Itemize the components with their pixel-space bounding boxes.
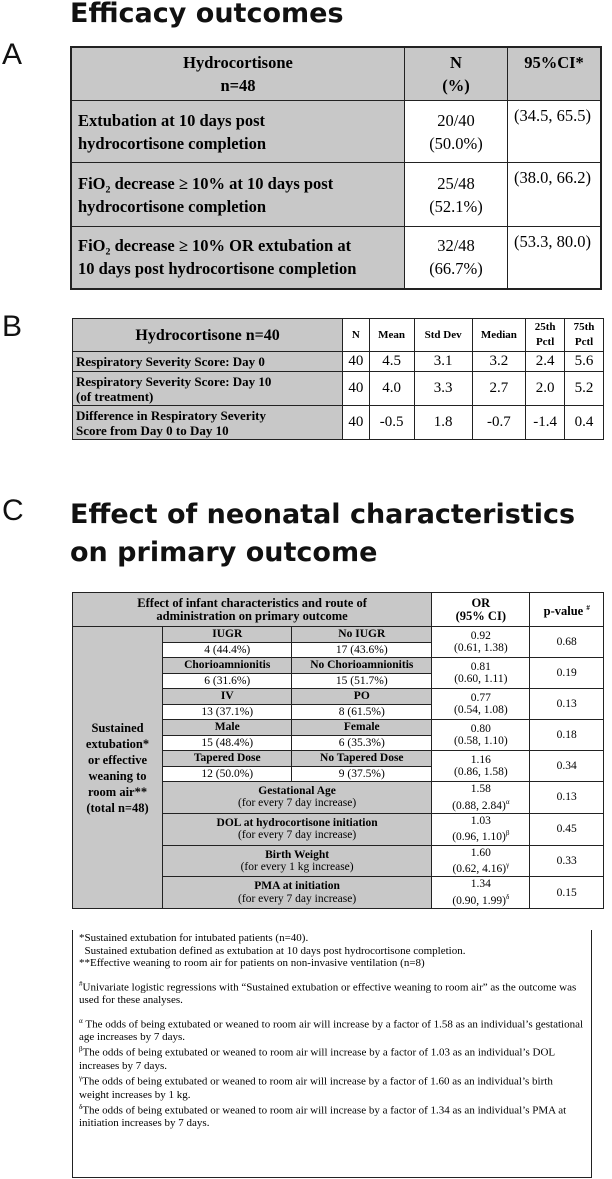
cell: 1.8 [414,406,472,440]
cell-value: 0.77 [470,691,491,704]
cell-value: 1.16 [470,753,491,766]
table-row [71,163,601,227]
footnote: **Effective weaning to room air for patients on non-invasive ventilation (n=8) [79,957,425,970]
cell: 2.7 [472,372,526,406]
cell [508,163,602,227]
cell-value: (0.96, 1.10) [452,831,506,844]
cell-value: (53.3, 80.0) [514,232,591,251]
cell-value: 0.80 [470,722,491,735]
cell [432,845,530,877]
header-text: Pctl [535,336,555,348]
cell: 40 [343,352,369,372]
panel-letter-a: A [2,38,23,71]
cell [432,813,530,845]
side-text: Sustained [91,720,144,735]
cell-label: Birth Weight [265,848,330,861]
footnote-text: The odds of being extubated or weaned to room air will increase by a factor of 1.34 as an individual’s PMA at initiation increases by 7 days. [79,1104,567,1130]
cell-value: (0.58, 1.10) [453,735,508,747]
table-neonatal-characteristics [72,592,604,909]
cell: 12 (50.0%) [163,766,292,782]
header-text: 95%CI* [524,53,584,72]
cell: 0.19 [530,658,604,689]
cell: 15 (48.4%) [163,735,292,751]
cell-sub: (for every 7 day increase) [238,829,357,842]
row-label-text: hydrocortisone completion [78,133,267,153]
header-text: (%) [442,76,470,95]
cell [432,658,530,689]
header-cell [71,47,405,101]
cell-value: 32/48 [437,236,475,256]
header-text: OR [471,596,491,610]
cell: Tapered Dose [163,751,292,767]
cell-sup: δ [506,892,510,901]
side-text: extubation* [85,736,150,751]
header-text: Hydrocortisone n=40 [135,326,280,344]
row-label-text: Score from Day 0 to Day 10 [76,422,229,438]
cell: -0.5 [369,406,414,440]
cell-value: (34.5, 65.5) [514,106,591,125]
header-cell [508,47,602,101]
cell-sub: (for every 1 kg increase) [240,861,354,874]
header-text: N [351,328,360,341]
cell: 6 (31.6%) [163,673,292,689]
table-row [71,101,601,163]
header-cell [565,319,604,352]
title-line: Effect of neonatal characteristics [70,499,576,530]
cell [432,782,530,814]
cell-value: (52.1%) [429,196,483,216]
cell-value: 1.58 [470,783,491,795]
header-text: n=48 [220,76,256,95]
cell-sub: (for every 7 day increase) [238,797,357,810]
cell [508,227,602,289]
cell: -0.7 [472,406,526,440]
header-text: Pctl [574,336,594,348]
table-row [71,227,601,289]
cell: No IUGR [292,627,432,643]
cell: 5.2 [565,372,604,406]
footnote-text: Univariate logistic regressions with “Sustained extubation or effective weaning to room air” as the outcome was used for these analyses. [79,981,577,1007]
row-label-text: FiO₂ decrease ≥ 10% OR extubation at [78,236,352,256]
cell: 15 (51.7%) [292,673,432,689]
cell-label: Gestational Age [258,784,336,797]
footnote: Sustained extubation defined as extubation at 10 days post hydrocortisone completion. [79,944,466,957]
footnote: *Sustained extubation for intubated patients (n=40). [79,932,309,944]
cell: 4.5 [369,352,414,372]
header-cell [526,319,565,352]
cell-value: (66.7%) [429,259,483,279]
side-text: (total n=48) [86,800,149,815]
header-text: p-value [543,603,584,618]
table-header-row [71,47,601,101]
side-text: or effective [87,752,148,767]
title-line: on primary outcome [70,537,378,568]
cell [163,845,432,877]
row-label [73,372,343,406]
cell: 0.18 [530,720,604,751]
cell: 2.4 [526,352,565,372]
row-label [71,227,405,289]
cell-value: 25/48 [437,173,475,193]
cell: No Chorioamnionitis [292,658,432,674]
row-label-text: Extubation at 10 days post [78,110,266,130]
cell-value: 1.03 [470,814,491,827]
header-text: 25th [534,321,556,333]
cell: 4.0 [369,372,414,406]
header-cell [369,319,414,352]
cell-sub: (for every 7 day increase) [238,892,357,905]
row-label [71,163,405,227]
cell: 6 (35.3%) [292,735,432,751]
cell-label: PMA at initiation [254,880,340,893]
cell: 0.13 [530,689,604,720]
cell: IUGR [163,627,292,643]
row-label-text: Difference in Respiratory Severity [76,407,267,423]
cell: Male [163,720,292,736]
header-text: Hydrocortisone [183,53,293,72]
cell-value: 1.60 [470,846,491,859]
table-row [73,406,604,440]
cell [163,877,432,909]
header-cell [73,319,343,352]
row-label-text: FiO₂ decrease ≥ 10% at 10 days post [78,173,334,193]
cell: 40 [343,372,369,406]
table-header-row [73,319,604,352]
header-text: Median [480,328,517,341]
footnote [79,1043,585,1072]
row-label-text: hydrocortisone completion [78,196,267,216]
table-header-row [73,593,604,627]
footnote [79,978,585,1007]
table-row [73,352,604,372]
header-cell [432,593,530,627]
header-cell [472,319,526,352]
header-text: N [450,53,462,72]
title-efficacy: Efficacy outcomes [70,0,344,29]
cell [432,751,530,782]
cell-label: DOL at hydrocortisone initiation [216,816,378,829]
row-label [73,352,343,372]
row-label-text: Respiratory Severity Score: Day 10 [76,373,272,389]
cell: 0.4 [565,406,604,440]
cell [405,227,508,289]
cell [432,627,530,658]
row-label [71,101,405,163]
table-row [73,372,604,406]
cell-value: (38.0, 66.2) [514,168,591,187]
side-text: room air** [87,784,148,799]
row-label-text: (of treatment) [76,388,154,404]
table-row [73,627,604,643]
cell-value: 0.81 [470,660,491,673]
footnotes [72,930,592,1178]
table-respiratory-severity [72,318,604,440]
cell-value: (0.88, 2.84) [452,799,506,812]
cell: 8 (61.5%) [292,704,432,720]
header-cell [343,319,369,352]
cell: Female [292,720,432,736]
panel-letter-b: B [2,310,23,343]
cell [432,720,530,751]
cell: 17 (43.6%) [292,642,432,658]
cell: 4 (44.4%) [163,642,292,658]
cell: 5.6 [565,352,604,372]
cell-value: (0.54, 1.08) [453,704,508,716]
header-cell [405,47,508,101]
cell: 3.2 [472,352,526,372]
cell: PO [292,689,432,705]
side-text: weaning to [88,768,147,783]
cell: 0.33 [530,845,604,877]
cell-sup: β [505,829,510,838]
cell: 3.1 [414,352,472,372]
header-sup: # [586,603,590,612]
header-cell [530,593,604,627]
header-text: Mean [378,328,406,341]
header-text: 75th [573,321,595,333]
footnote-text: The odds of being extubated or weaned to room air will increase by a factor of 1.03 as an individual’s DOL increases by 7 days. [79,1047,555,1072]
cell: 0.15 [530,877,604,909]
cell-value: (0.60, 1.11) [454,673,508,685]
row-label-text: 10 days post hydrocortisone completion [78,259,357,279]
header-text: Effect of infant characteristics and route of [137,596,367,610]
header-cell [73,593,432,627]
cell-value: (0.86, 1.58) [453,766,508,778]
cell: Chorioamnionitis [163,658,292,674]
cell: 0.13 [530,782,604,814]
footnote [79,1072,585,1101]
footnote-text: The odds of being extubated or weaned to room air will increase by a factor of 1.60 as an individual’s birth weight increases by 1 kg. [79,1075,553,1101]
cell-sup: γ [506,861,510,870]
cell: 40 [343,406,369,440]
cell: No Tapered Dose [292,751,432,767]
cell-value: (0.61, 1.38) [453,642,508,654]
cell [405,101,508,163]
table-efficacy [70,46,602,290]
cell: -1.4 [526,406,565,440]
cell [405,163,508,227]
footnote-sup: α [79,1016,83,1025]
footnote [79,1101,585,1130]
cell [432,689,530,720]
cell: 3.3 [414,372,472,406]
cell [163,782,432,814]
cell: 2.0 [526,372,565,406]
cell [163,813,432,845]
cell-value: 1.34 [470,878,491,891]
cell: IV [163,689,292,705]
cell: 0.34 [530,751,604,782]
row-label [73,406,343,440]
footnote-sup: β [79,1045,83,1054]
footnote [79,1015,585,1044]
title-neonatal-characteristics [70,496,575,572]
cell: 9 (37.5%) [292,766,432,782]
footnote-sup: δ [79,1103,83,1112]
side-label [73,627,163,909]
footnote-sup: γ [79,1074,83,1083]
cell [432,877,530,909]
cell-value: 0.92 [470,629,491,642]
panel-letter-c: C [2,494,24,527]
row-label-text: Respiratory Severity Score: Day 0 [76,354,265,369]
cell-sup: α [505,797,510,806]
header-cell [414,319,472,352]
cell: 0.45 [530,813,604,845]
header-text: administration on primary outcome [156,608,348,623]
cell-value: (50.0%) [429,133,483,153]
header-text: (95% CI) [455,608,506,623]
cell-value: 20/40 [437,110,475,130]
footnote-text: The odds of being extubated or weaned to room air will increase by a factor of 1.58 as an individual’s gestational age increases by 7 days. [79,1018,584,1043]
cell-value: (0.62, 4.16) [452,862,507,875]
footnote-sup: # [79,979,83,988]
cell: 13 (37.1%) [163,704,292,720]
cell: 0.68 [530,627,604,658]
cell [508,101,602,163]
header-text: Std Dev [424,328,462,341]
cell-value: (0.90, 1.99) [452,894,506,907]
